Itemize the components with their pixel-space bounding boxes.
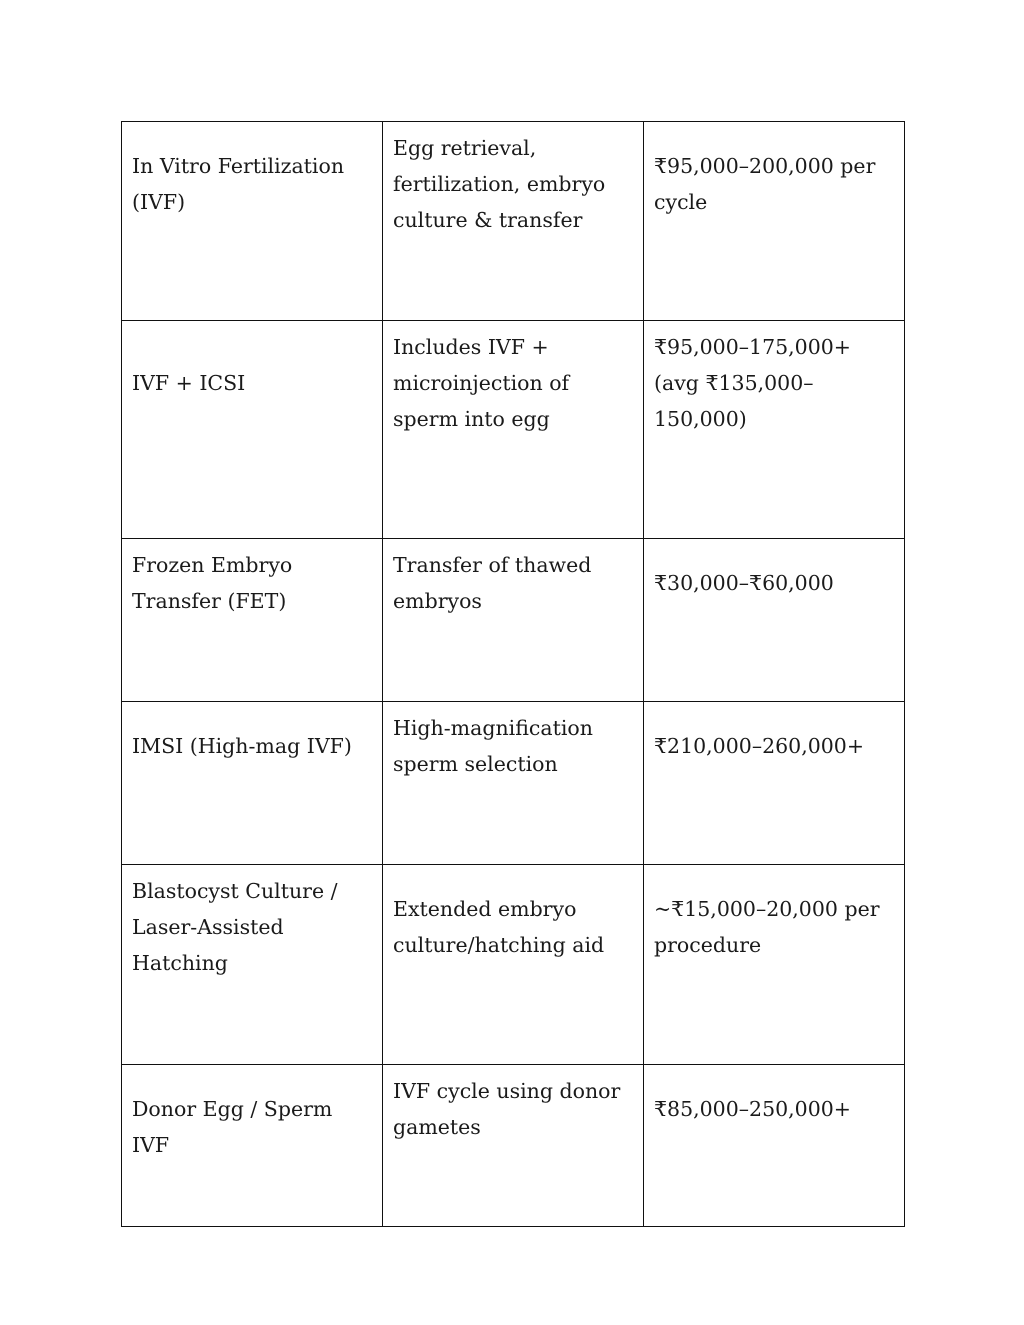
procedure-cell: In Vitro Fertilization (IVF) bbox=[122, 122, 383, 321]
table-row bbox=[122, 321, 905, 539]
cost-cell: ₹30,000–₹60,000 bbox=[644, 539, 905, 702]
cost-cell: ₹95,000–175,000+ (avg ₹135,000–150,000) bbox=[644, 321, 905, 539]
description-cell: Includes IVF + microinjection of sperm into egg bbox=[383, 321, 644, 539]
procedure-cell: Donor Egg / Sperm IVF bbox=[122, 1065, 383, 1227]
cost-cell: ₹95,000–200,000 per cycle bbox=[644, 122, 905, 321]
description-cell: High-magnification sperm selection bbox=[383, 702, 644, 865]
cost-cell: ₹210,000–260,000+ bbox=[644, 702, 905, 865]
table-row bbox=[122, 1065, 905, 1227]
table-row bbox=[122, 539, 905, 702]
procedure-cell: Frozen Embryo Transfer (FET) bbox=[122, 539, 383, 702]
table-row bbox=[122, 865, 905, 1065]
table-row bbox=[122, 702, 905, 865]
ivf-cost-table bbox=[121, 121, 905, 1227]
cost-cell: ~₹15,000–20,000 per procedure bbox=[644, 865, 905, 1065]
description-cell: IVF cycle using donor gametes bbox=[383, 1065, 644, 1227]
description-cell: Transfer of thawed embryos bbox=[383, 539, 644, 702]
table-row bbox=[122, 122, 905, 321]
description-cell: Egg retrieval, fertilization, embryo culture & transfer bbox=[383, 122, 644, 321]
procedure-cell: IVF + ICSI bbox=[122, 321, 383, 539]
description-cell: Extended embryo culture/hatching aid bbox=[383, 865, 644, 1065]
cost-cell: ₹85,000–250,000+ bbox=[644, 1065, 905, 1227]
procedure-cell: Blastocyst Culture / Laser-Assisted Hatching bbox=[122, 865, 383, 1065]
procedure-cell: IMSI (High-mag IVF) bbox=[122, 702, 383, 865]
